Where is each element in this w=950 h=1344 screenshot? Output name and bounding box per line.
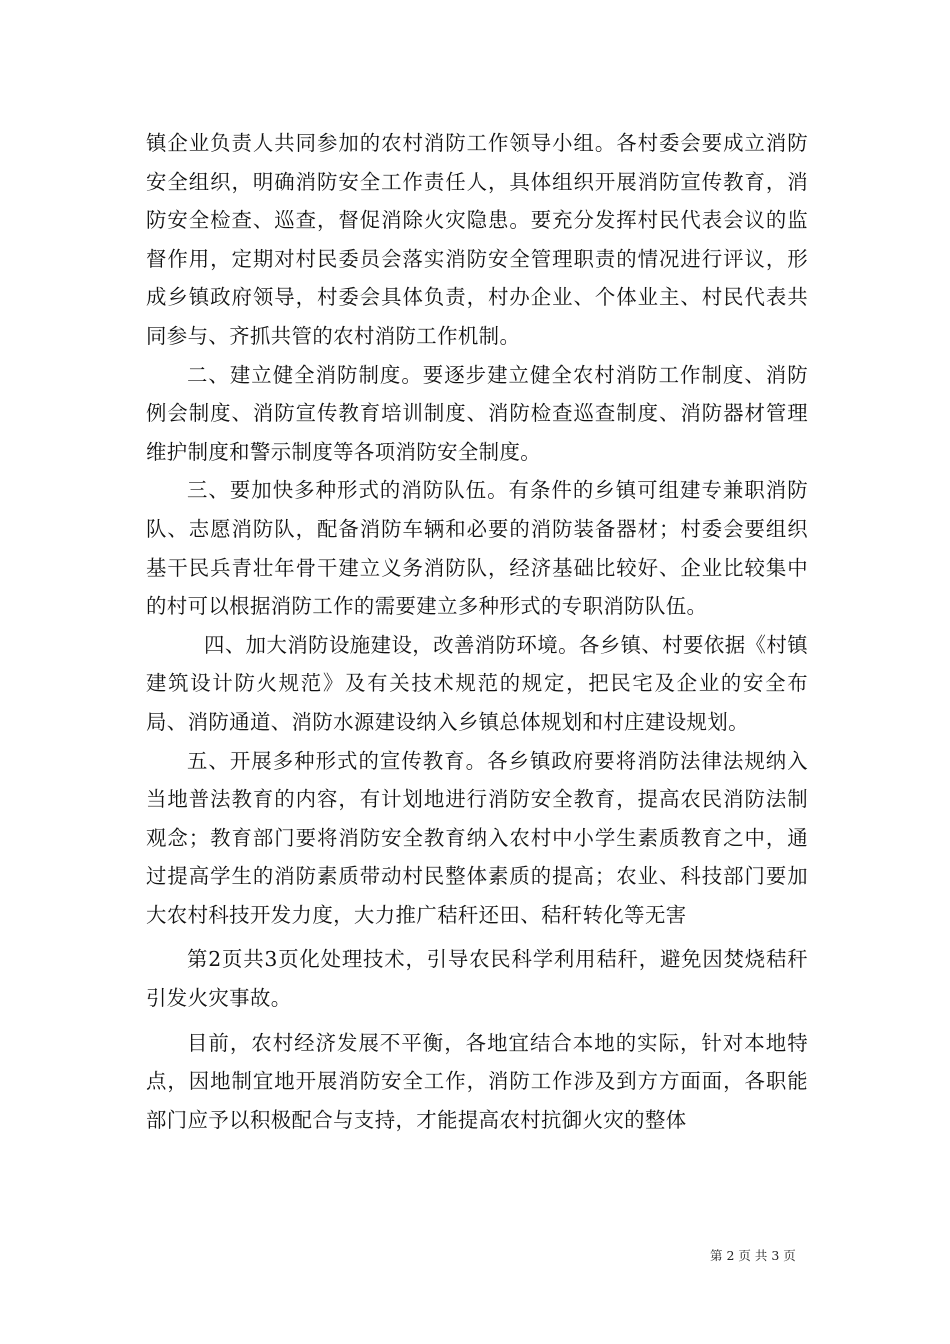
paragraph-continuation: 镇企业负责人共同参加的农村消防工作领导小组。各村委会要成立消防安全组织，明确消防安全工作责任人，具体组织开展消防宣传教育，消防安全检查、巡查，督促消除火灾隐患。要充分发挥村民代表会议的监督作用，定期对村民委员会落实消防安全管理职责的情况进行评议，形成乡镇政府领导，村委会具体负责，村办企业、个体业主、村民代表共同参与、齐抓共管的农村消防工作机制。 <box>146 131 808 348</box>
paragraph-straw-treatment: 第2页共3页化处理技术，引导农民科学利用秸秆，避免因焚烧秸秆引发火灾事故。 <box>146 947 808 1011</box>
paragraph-conclusion: 目前，农村经济发展不平衡，各地宜结合本地的实际，针对本地特点，因地制宜地开展消防安全工作，消防工作涉及到方方面面，各职能部门应予以积极配合与支持，才能提高农村抗御火灾的整体 <box>146 1030 808 1132</box>
paragraph-fire-brigades: 三、要加快多种形式的消防队伍。有条件的乡镇可组建专兼职消防队、志愿消防队，配备消防车辆和必要的消防装备器材；村委会要组织基干民兵青壮年骨干建立义务消防队，经济基础比较好、企业比较集中的村可以根据消防工作的需要建立多种形式的专职消防队伍。 <box>146 478 808 619</box>
page-number-footer: 第 2 页 共 3 页 <box>710 1248 796 1263</box>
paragraph-fire-regulations: 二、建立健全消防制度。要逐步建立健全农村消防工作制度、消防例会制度、消防宣传教育培训制度、消防检查巡查制度、消防器材管理维护制度和警示制度等各项消防安全制度。 <box>146 362 808 464</box>
paragraph-fire-facilities: 四、加大消防设施建设，改善消防环境。各乡镇、村要依据《村镇建筑设计防火规范》及有关技术规范的规定，把民宅及企业的安全布局、消防通道、消防水源建设纳入乡镇总体规划和村庄建设规划。 <box>146 632 808 734</box>
paragraph-education: 五、开展多种形式的宣传教育。各乡镇政府要将消防法律法规纳入当地普法教育的内容，有计划地进行消防安全教育，提高农民消防法制观念；教育部门要将消防安全教育纳入农村中小学生素质教育之中，通过提高学生的消防素质带动村民整体素质的提高；农业、科技部门要加大农村科技开发力度，大力推广秸秆还田、秸秆转化等无害 <box>146 748 808 927</box>
document-body <box>146 124 808 1139</box>
